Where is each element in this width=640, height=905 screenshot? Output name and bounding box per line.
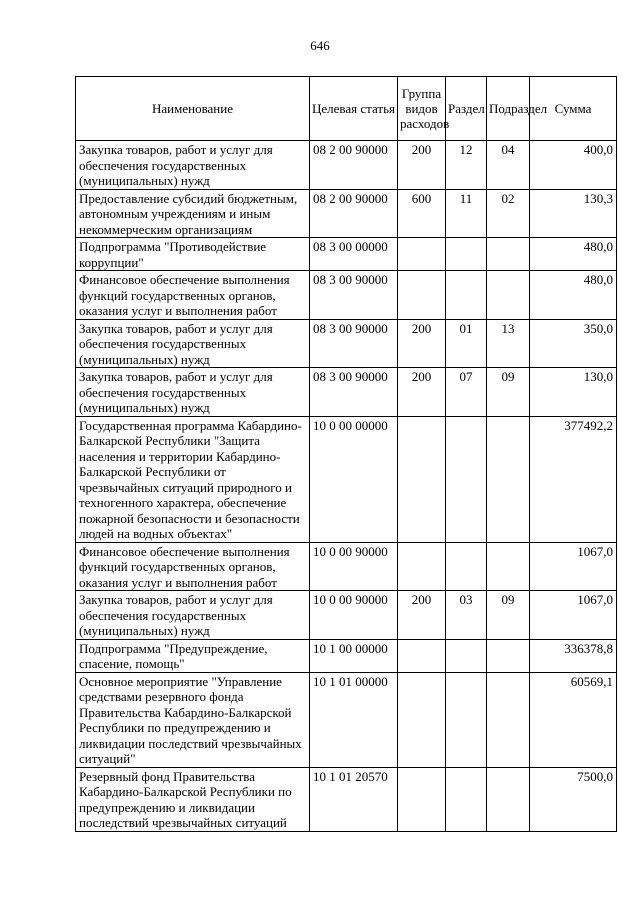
row-expense-group: 200 bbox=[398, 319, 446, 368]
header-sum: Сумма bbox=[530, 77, 617, 141]
row-target-article: 08 2 00 90000 bbox=[310, 189, 398, 238]
row-name: Закупка товаров, работ и услуг для обеспечения государственных (муниципальных) нужд bbox=[76, 591, 310, 640]
row-section: 03 bbox=[446, 591, 487, 640]
row-sum: 336378,8 bbox=[530, 639, 617, 672]
row-expense-group bbox=[398, 542, 446, 591]
row-sum: 1067,0 bbox=[530, 542, 617, 591]
header-expense-group: Группа видов расходов bbox=[398, 77, 446, 141]
row-section: 12 bbox=[446, 141, 487, 190]
row-subsection bbox=[487, 639, 530, 672]
row-sum: 400,0 bbox=[530, 141, 617, 190]
budget-table bbox=[75, 76, 617, 832]
row-section bbox=[446, 238, 487, 271]
table-row bbox=[76, 238, 617, 271]
table-row bbox=[76, 672, 617, 767]
row-expense-group bbox=[398, 767, 446, 831]
row-subsection bbox=[487, 542, 530, 591]
header-name: Наименование bbox=[76, 77, 310, 141]
table-row bbox=[76, 639, 617, 672]
row-name: Закупка товаров, работ и услуг для обеспечения государственных (муниципальных) нужд bbox=[76, 368, 310, 417]
row-section bbox=[446, 672, 487, 767]
row-target-article: 10 1 00 00000 bbox=[310, 639, 398, 672]
row-expense-group: 600 bbox=[398, 189, 446, 238]
row-subsection: 09 bbox=[487, 368, 530, 417]
row-subsection bbox=[487, 416, 530, 542]
row-target-article: 10 0 00 00000 bbox=[310, 416, 398, 542]
row-subsection: 13 bbox=[487, 319, 530, 368]
row-name: Резервный фонд Правительства Кабардино-Балкарской Республики по предупреждению и ликвидации последствий чрезвычайных ситуаций bbox=[76, 767, 310, 831]
row-target-article: 08 3 00 90000 bbox=[310, 368, 398, 417]
row-target-article: 10 1 01 20570 bbox=[310, 767, 398, 831]
row-subsection: 09 bbox=[487, 591, 530, 640]
row-name: Предоставление субсидий бюджетным, автономным учреждениям и иным некоммерческим организациям bbox=[76, 189, 310, 238]
row-subsection bbox=[487, 271, 530, 320]
row-name: Закупка товаров, работ и услуг для обеспечения государственных (муниципальных) нужд bbox=[76, 319, 310, 368]
row-sum: 1067,0 bbox=[530, 591, 617, 640]
header-subsection: Подраздел bbox=[487, 77, 530, 141]
row-subsection bbox=[487, 672, 530, 767]
row-target-article: 08 3 00 90000 bbox=[310, 271, 398, 320]
row-expense-group bbox=[398, 639, 446, 672]
row-name: Закупка товаров, работ и услуг для обеспечения государственных (муниципальных) нужд bbox=[76, 141, 310, 190]
row-target-article: 08 3 00 90000 bbox=[310, 319, 398, 368]
table-row bbox=[76, 767, 617, 831]
row-name: Финансовое обеспечение выполнения функций государственных органов, оказания услуг и выполнения работ bbox=[76, 542, 310, 591]
table-row bbox=[76, 368, 617, 417]
table-row bbox=[76, 271, 617, 320]
row-expense-group: 200 bbox=[398, 591, 446, 640]
table-row bbox=[76, 591, 617, 640]
row-subsection bbox=[487, 767, 530, 831]
row-expense-group bbox=[398, 416, 446, 542]
header-section: Раздел bbox=[446, 77, 487, 141]
row-expense-group: 200 bbox=[398, 368, 446, 417]
header-target-article: Целевая статья bbox=[310, 77, 398, 141]
row-target-article: 08 3 00 00000 bbox=[310, 238, 398, 271]
row-subsection: 02 bbox=[487, 189, 530, 238]
row-sum: 60569,1 bbox=[530, 672, 617, 767]
row-section bbox=[446, 639, 487, 672]
table-header-row bbox=[76, 77, 617, 141]
row-sum: 130,3 bbox=[530, 189, 617, 238]
table-row bbox=[76, 141, 617, 190]
table-row bbox=[76, 416, 617, 542]
row-name: Основное мероприятие "Управление средствами резервного фонда Правительства Кабардино-Балкарской Республики по предупреждению и ликвидации последствий чрезвычайных ситуаций" bbox=[76, 672, 310, 767]
row-section bbox=[446, 767, 487, 831]
row-sum: 480,0 bbox=[530, 238, 617, 271]
page-number: 646 bbox=[310, 38, 330, 53]
table-row bbox=[76, 319, 617, 368]
row-section bbox=[446, 271, 487, 320]
row-target-article: 10 0 00 90000 bbox=[310, 591, 398, 640]
row-section bbox=[446, 542, 487, 591]
row-name: Подпрограмма "Предупреждение, спасение, помощь" bbox=[76, 639, 310, 672]
row-expense-group bbox=[398, 238, 446, 271]
row-subsection bbox=[487, 238, 530, 271]
row-name: Финансовое обеспечение выполнения функций государственных органов, оказания услуг и выполнения работ bbox=[76, 271, 310, 320]
row-sum: 350,0 bbox=[530, 319, 617, 368]
row-name: Государственная программа Кабардино-Балкарской Республики "Защита населения и территории Кабардино-Балкарской Республики от чрезвычайных ситуаций природного и техногенного характера, обеспечение пожарной безопасности и безопасности людей на водных объектах" bbox=[76, 416, 310, 542]
row-target-article: 10 1 01 00000 bbox=[310, 672, 398, 767]
row-sum: 130,0 bbox=[530, 368, 617, 417]
row-sum: 7500,0 bbox=[530, 767, 617, 831]
row-expense-group: 200 bbox=[398, 141, 446, 190]
row-target-article: 08 2 00 90000 bbox=[310, 141, 398, 190]
row-sum: 480,0 bbox=[530, 271, 617, 320]
row-expense-group bbox=[398, 672, 446, 767]
row-subsection: 04 bbox=[487, 141, 530, 190]
row-section: 07 bbox=[446, 368, 487, 417]
row-name: Подпрограмма "Противодействие коррупции" bbox=[76, 238, 310, 271]
row-target-article: 10 0 00 90000 bbox=[310, 542, 398, 591]
row-section bbox=[446, 416, 487, 542]
table-row bbox=[76, 189, 617, 238]
table-row bbox=[76, 542, 617, 591]
row-expense-group bbox=[398, 271, 446, 320]
row-section: 01 bbox=[446, 319, 487, 368]
row-sum: 377492,2 bbox=[530, 416, 617, 542]
row-section: 11 bbox=[446, 189, 487, 238]
